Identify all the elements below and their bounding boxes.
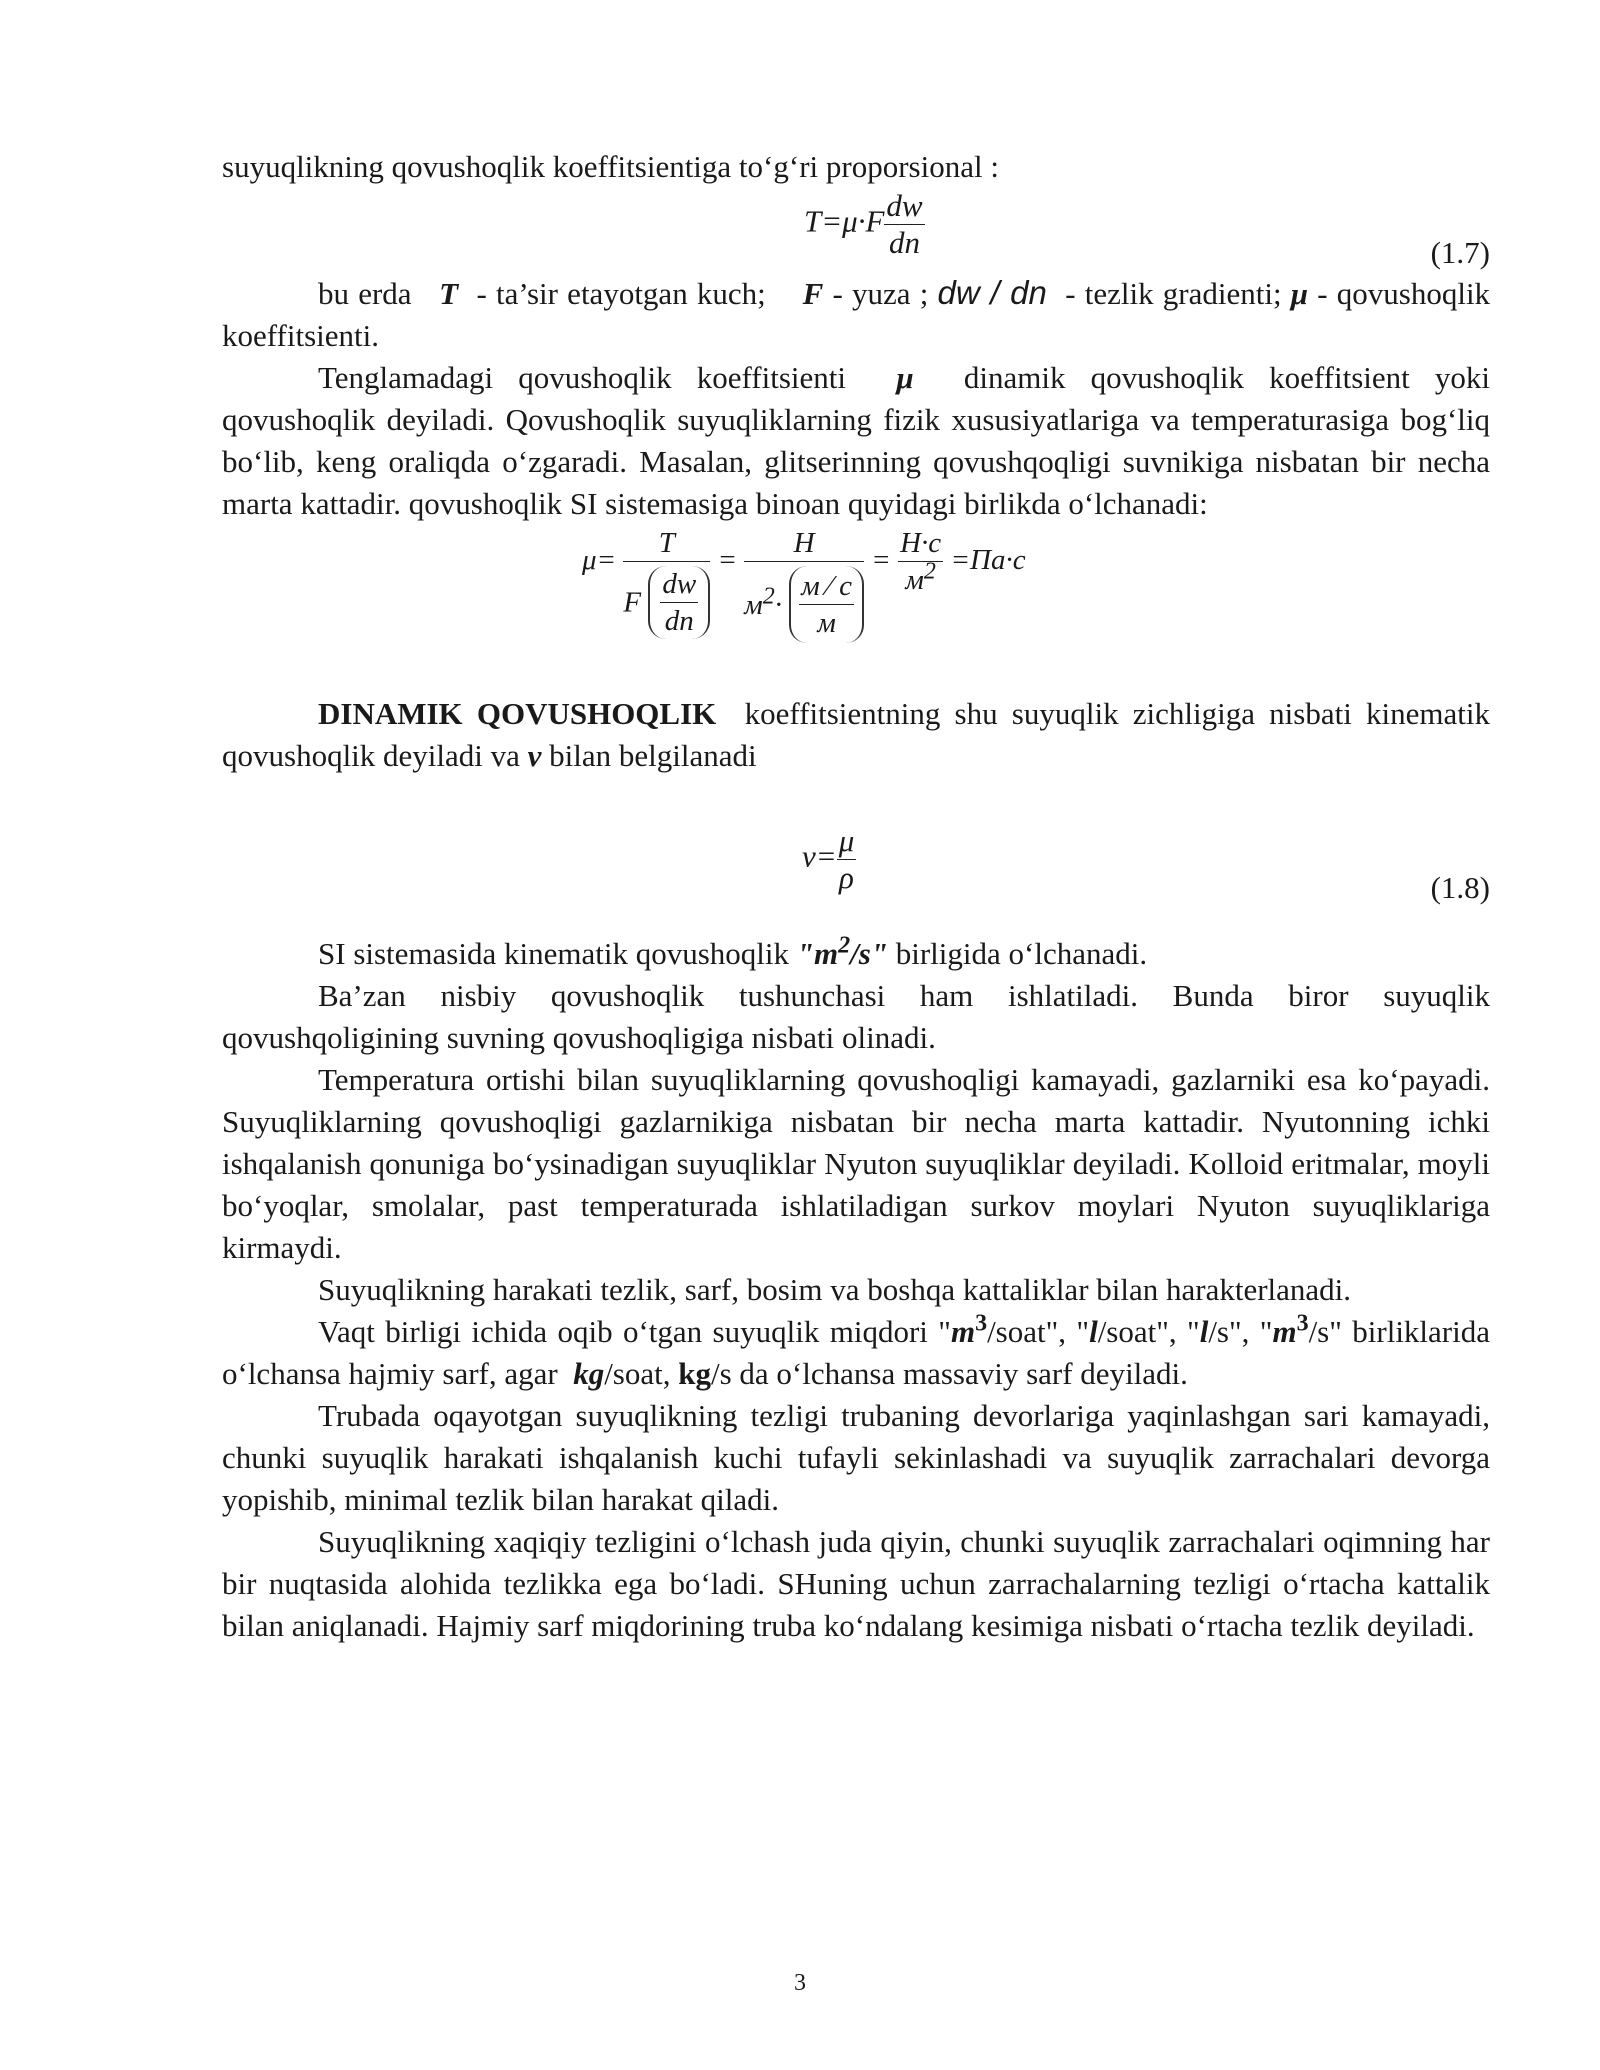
eq-units-f2-m: м [744,588,763,621]
eq-units-f3-num: Н·с [898,525,943,562]
eq18-denominator: ρ [839,860,854,895]
flow-text-d: /s", " [1208,1314,1273,1349]
flow-exp3-b: 3 [1296,1310,1309,1337]
where-text-c: - yuza ; [832,276,929,311]
eq-units-f1-dn: dn [664,605,694,637]
eq-units-f1-dw: dw [660,566,698,603]
eq-units-f2-den [744,562,864,643]
flow-exp3-a: 3 [975,1310,988,1337]
eq18-lhs: ν= [802,838,837,874]
eq-units-f3-exp: 2 [923,558,936,585]
eq-units-f2-inner-c: с [839,570,853,602]
symbol-T: T [439,276,459,311]
dynamic-viscosity-paragraph [222,357,1490,525]
kinematic-viscosity-paragraph [222,693,1490,777]
temperature-paragraph: Temperatura ortishi bilan suyuqliklarning qovushoqligi kamayadi, gazlarniki esa ko‘payadi. Suyuqliklarning qovushoqligi gazlarnikiga nisbatan bir necha marta kattadir. Nyutonning ichki ishqalanish qonuniga bo‘ysinadigan suyuqliklar Nyuton suyuqliklar deyiladi. Kolloid eritmalar, moyli bo‘yoqlar, smolalar, past temperaturada ishlatiladigan surkov moylari Nyuton suyuqliklariga kirmaydi. [222,1062,1490,1265]
flow-m3-b: m [1272,1314,1297,1349]
kin-text-b: bilan belgilanadi [549,738,757,773]
where-paragraph [222,272,1490,357]
kin-text-a: koeffitsientning shu suyuqlik zichligiga nisbati kinematik qovushoqlik deyiladi va [222,696,1490,773]
dyn-text-b: dinamik qovushoqlik koeffitsient yoki qovushoqlik deyiladi. Qovushoqlik suyuqliklarning fizik xususiyatlariga va temperaturasiga bog‘liq bo‘lib, keng oraliqda o‘zgaradi. Masalan, glitserinning qovushqoqligi suvnikiga nisbatan bir necha marta kattadir. qovushoqlik SI sistemasiga binoan quyidagi birlikda o‘lchanadi: [222,360,1491,521]
flow-l-1: l [1089,1314,1098,1349]
eq-units-f2-exp: 2 [762,582,775,609]
equation-1-8 [222,803,1490,933]
flow-m3-a: m [950,1314,976,1349]
flow-text-b: /soat", " [987,1314,1090,1349]
eq17-numerator: dw [886,188,923,223]
eq17-denominator: dn [889,225,920,260]
si-unit-b: /s" [850,936,888,971]
eq-units-f1-F: F [623,586,642,619]
si-unit-exp: 2 [838,932,851,959]
eq-units-fraction-3 [898,525,943,598]
equation-1-7 [222,188,1490,272]
eq-units-equals-1: = [717,544,738,576]
page-body [222,146,1490,1647]
eq-units-f1-paren [648,566,710,639]
flow-kg-2: kg [678,1356,711,1391]
eq-units-f2-inner-den: м [817,607,836,639]
si-text-b: birligida o‘lchanadi. [895,936,1148,971]
eq18-fraction [837,823,857,896]
flow-text-a: Vaqt birligi ichida oqib o‘tgan suyuqlik miqdori " [318,1314,951,1349]
relative-viscosity-paragraph: Ba’zan nisbiy qovushoqlik tushunchasi ham ishlatiladi. Bunda biror suyuqlik qovushqoligining suvning qovushoqligiga nisbati olinadi. [222,978,1490,1055]
dynamic-viscosity-bold: DINAMIK QOVUSHOQLIK [318,696,717,731]
eq17-lhs: T=μ·F [804,203,885,239]
symbol-nu: ν [527,738,542,773]
si-text-a: SI sistemasida kinematik qovushoqlik [318,936,789,971]
where-text-e: - qovushoqlik koeffitsienti. [222,276,1491,353]
average-velocity-paragraph: Suyuqlikning xaqiqiy tezligini o‘lchash juda qiyin, chunki suyuqlik zarrachalari oqimning har bir nuqtasida alohida tezlikka ega bo‘ladi. SHuning uchun zarrachalarning tezligi o‘rtacha kattalik bilan aniqlanadi. Hajmiy sarf miqdorining truba ko‘ndalang kesimiga nisbati o‘rtacha tezlik deyiladi. [222,1524,1490,1643]
where-text-d: - tezlik gradienti; [1065,276,1282,311]
eq-units-f2-inner-num: м ⁄ с [799,568,854,605]
eq-units-fraction-2 [744,525,864,643]
where-text-a: bu erda [318,276,412,311]
eq-units-f2-inner-m: м [801,570,820,602]
eq-units-result: =Па·с [950,544,1026,576]
page-number: 3 [794,1970,806,1996]
flow-text-c: /soat", " [1097,1314,1200,1349]
symbol-mu: μ [1290,276,1309,311]
where-text-b: - ta’sir etayotgan kuch; [476,276,766,311]
eq17-number: (1.7) [1430,235,1490,270]
si-paragraph [222,933,1490,975]
eq-units-f2-dot: · [774,588,783,621]
symbol-F: F [802,276,824,311]
flow-kg-1: kg [573,1356,605,1391]
eq-units-f1-den [623,562,710,639]
eq18-numerator: μ [838,823,855,858]
eq-units-fraction-1 [623,525,710,639]
flow-text-e: /s" birliklarida o‘lchansa hajmiy sarf, agar [222,1314,1491,1391]
eq-units-equals-2: = [871,544,891,576]
eq-units-f1-num: T [623,525,710,562]
eq17-fraction [884,188,924,261]
eq-units-mu: μ= [582,544,617,576]
pipe-velocity-paragraph: Trubada oqayotgan suyuqlikning tezligi trubaning devorlariga yaqinlashgan sari kamayadi, chunki suyuqlik harakati ishqalanish kuchi tufayli sekinlashadi va suyuqlik zarrachalari devorga yopishib, minimal tezlik bilan harakat qiladi. [222,1398,1490,1517]
dyn-text-a: Tenglamadagi qovushoqlik koeffitsienti [318,360,846,395]
eq-units-f2-paren [789,566,864,643]
motion-paragraph: Suyuqlikning harakati tezlik, sarf, bosim va boshqa kattaliklar bilan harakterlanadi. [318,1272,1352,1307]
eq18-number: (1.8) [1430,870,1490,905]
equation-units [222,525,1490,693]
eq-units-f2-num: Н [744,525,864,562]
flow-text-f: /soat, [604,1356,671,1391]
flow-paragraph [222,1311,1490,1395]
intro-paragraph: suyuqlikning qovushoqlik koeffitsientiga to‘g‘ri proporsional : [222,149,999,184]
eq-units-f3-den: м [905,564,924,596]
flow-text-g: /s da o‘lchansa massaviy sarf deyiladi. [711,1356,1188,1391]
symbol-mu-2: μ [896,360,914,395]
flow-l-2: l [1199,1314,1209,1349]
si-unit-a: "m [796,936,839,971]
symbol-gradient: dw / dn [937,274,1047,311]
